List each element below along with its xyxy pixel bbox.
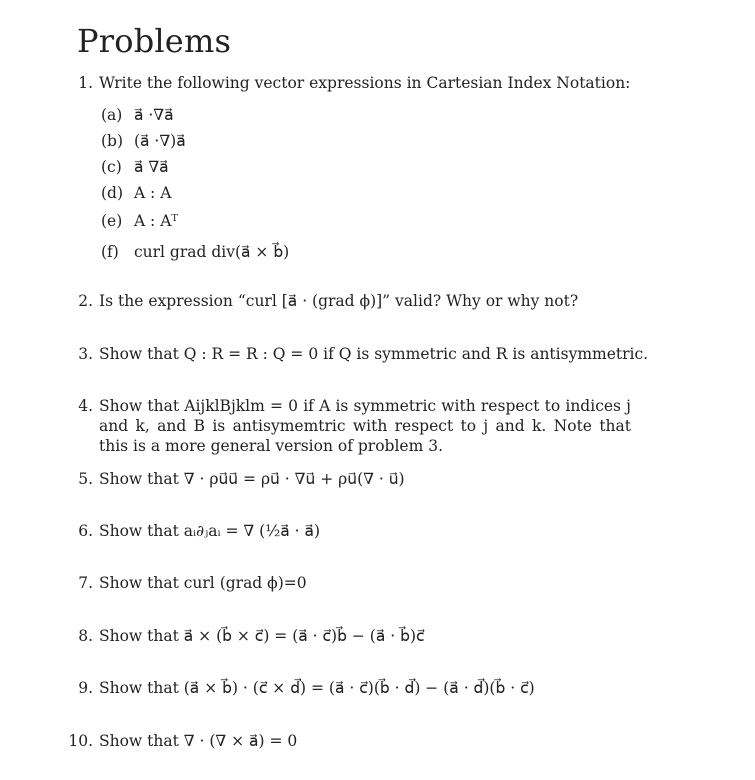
- problem-text: Show that ∇ · ρu⃗u⃗ = ρu⃗ · ∇u⃗ + ρu⃗(∇ · u⃗): [99, 470, 405, 488]
- subproblem-c: [101, 157, 169, 177]
- problem-text: Show that AijklBjklm = 0 if A is symmetric with respect to indices j and k, and B is antisymemtric with respect to j and k. Note that this is a more general version of problem 3.: [99, 397, 631, 455]
- problem-text: Show that a⃗ × (b⃗ × c⃗) = (a⃗ · c⃗)b⃗ − (a⃗ · b⃗)c⃗: [99, 627, 425, 645]
- problem-3: [66, 344, 706, 364]
- problem-6: [66, 521, 706, 541]
- problem-number: 7.: [78, 574, 93, 592]
- page-title: Problems: [77, 22, 232, 60]
- problem-text: Show that curl (grad ϕ)=0: [99, 574, 307, 592]
- problem-number: 8.: [78, 627, 93, 645]
- problem-number: 4.: [78, 397, 93, 415]
- subproblem-expr: a⃗ ∇a⃗: [133, 158, 169, 176]
- subproblem-expr: a⃗ ·∇a⃗: [133, 106, 174, 124]
- problem-text: Show that ∇ · (∇ × a⃗) = 0: [99, 732, 298, 750]
- problem-number: 2.: [78, 292, 93, 310]
- problem-9: [66, 678, 706, 698]
- subproblem-label: (c): [101, 158, 122, 176]
- subproblem-label: (b): [101, 132, 124, 150]
- subproblem-d: [101, 183, 171, 203]
- problem-7: [66, 573, 706, 593]
- subproblem-label: (d): [101, 184, 124, 202]
- subproblem-expr: A : A: [133, 184, 172, 202]
- subproblem-e: [101, 211, 178, 231]
- problem-10: [66, 731, 706, 751]
- problem-number: 1.: [78, 74, 93, 92]
- subproblem-expr: (a⃗ ·∇)a⃗: [133, 132, 186, 150]
- subproblem-label: (e): [101, 212, 123, 230]
- problem-number: 9.: [78, 679, 93, 697]
- problem-8: [66, 626, 706, 646]
- subproblem-a: [101, 105, 174, 125]
- subproblem-f: [101, 242, 289, 262]
- problem-5: [66, 469, 706, 489]
- problem-4: [66, 396, 706, 456]
- problem-text: Show that Q : R = R : Q = 0 if Q is symmetric and R is antisymmetric.: [99, 345, 649, 363]
- problem-1: [66, 73, 706, 93]
- subproblem-expr: curl grad div(a⃗ × b⃗): [133, 243, 290, 261]
- subproblem-expr: A : Aᵀ: [133, 212, 178, 230]
- subproblem-label: (f): [101, 243, 119, 261]
- problem-number: 10.: [68, 732, 93, 750]
- subproblem-label: (a): [101, 106, 123, 124]
- problem-text: Show that aᵢ∂ⱼaᵢ = ∇ (½a⃗ · a⃗): [99, 522, 321, 540]
- subproblem-b: [101, 131, 186, 151]
- problem-number: 5.: [78, 470, 93, 488]
- problem-2: [66, 291, 706, 311]
- problem-text: Write the following vector expressions in Cartesian Index Notation:: [99, 74, 631, 92]
- problem-text: Is the expression “curl [a⃗ · (grad ϕ)]” valid? Why or why not?: [99, 292, 579, 310]
- problem-number: 3.: [78, 345, 93, 363]
- problem-text: Show that (a⃗ × b⃗) · (c⃗ × d⃗) = (a⃗ · c⃗)(b⃗ · d⃗) − (a⃗ · d⃗)(b⃗ · c⃗): [99, 679, 535, 697]
- problem-number: 6.: [78, 522, 93, 540]
